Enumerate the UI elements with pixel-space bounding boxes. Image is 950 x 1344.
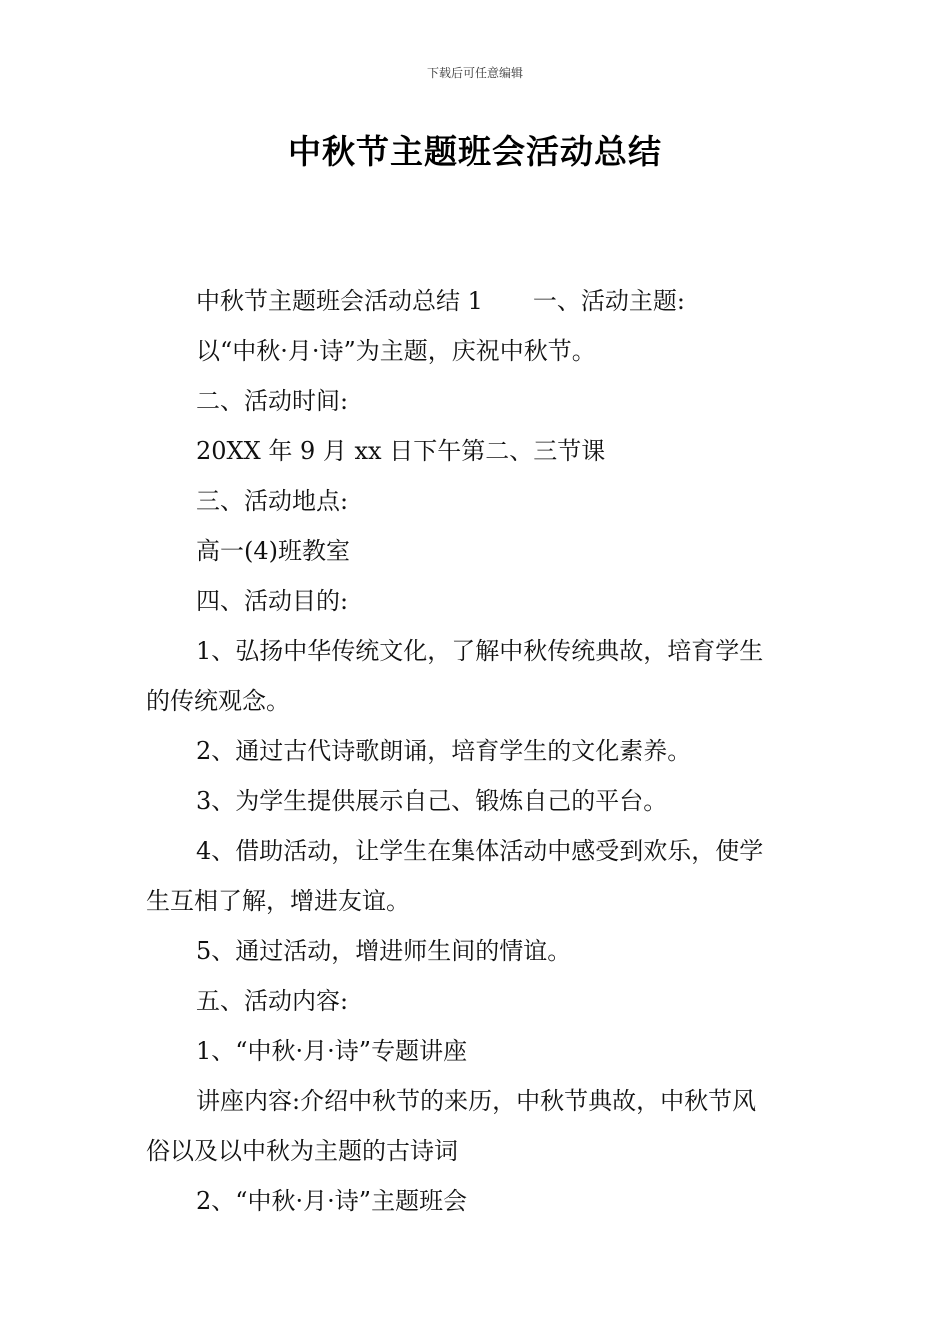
list-item-continuation: 生互相了解，增进友谊。 xyxy=(146,887,410,915)
document-body xyxy=(146,276,810,1226)
paragraph-line: 讲座内容:介绍中秋节的来历，中秋节典故，中秋节风 xyxy=(196,1087,757,1115)
paragraph-line: 以“中秋·月·诗”为主题，庆祝中秋节。 xyxy=(196,337,596,365)
list-item: 4、借助活动，让学生在集体活动中感受到欢乐，使学 xyxy=(196,837,764,865)
paragraph-continuation: 俗以及以中秋为主题的古诗词 xyxy=(146,1137,458,1165)
list-item: 2、通过古代诗歌朗诵，培育学生的文化素养。 xyxy=(196,737,692,765)
paragraph-line: 20XX 年 9 月 xx 日下午第二、三节课 xyxy=(196,437,606,465)
list-item-continuation: 的传统观念。 xyxy=(146,687,290,715)
paragraph-line xyxy=(146,276,810,326)
section-heading: 四、活动目的: xyxy=(196,587,349,615)
list-item: 5、通过活动，增进师生间的情谊。 xyxy=(196,937,572,965)
paragraph-line: 高一(4)班教室 xyxy=(196,537,350,565)
section-heading: 一、活动主题: xyxy=(532,287,685,315)
list-item: 3、为学生提供展示自己、锻炼自己的平台。 xyxy=(196,787,668,815)
list-item: 2、“中秋·月·诗”主题班会 xyxy=(196,1187,468,1215)
header-note: 下载后可任意编辑 xyxy=(426,66,523,80)
section-heading: 三、活动地点: xyxy=(196,487,349,515)
document-title: 中秋节主题班会活动总结 xyxy=(288,132,662,171)
list-item: 1、“中秋·月·诗”专题讲座 xyxy=(196,1037,468,1065)
section-label: 中秋节主题班会活动总结 1 xyxy=(196,287,483,315)
section-heading: 五、活动内容: xyxy=(196,987,349,1015)
list-item: 1、弘扬中华传统文化，了解中秋传统典故，培育学生 xyxy=(196,637,764,665)
section-heading: 二、活动时间: xyxy=(196,387,349,415)
